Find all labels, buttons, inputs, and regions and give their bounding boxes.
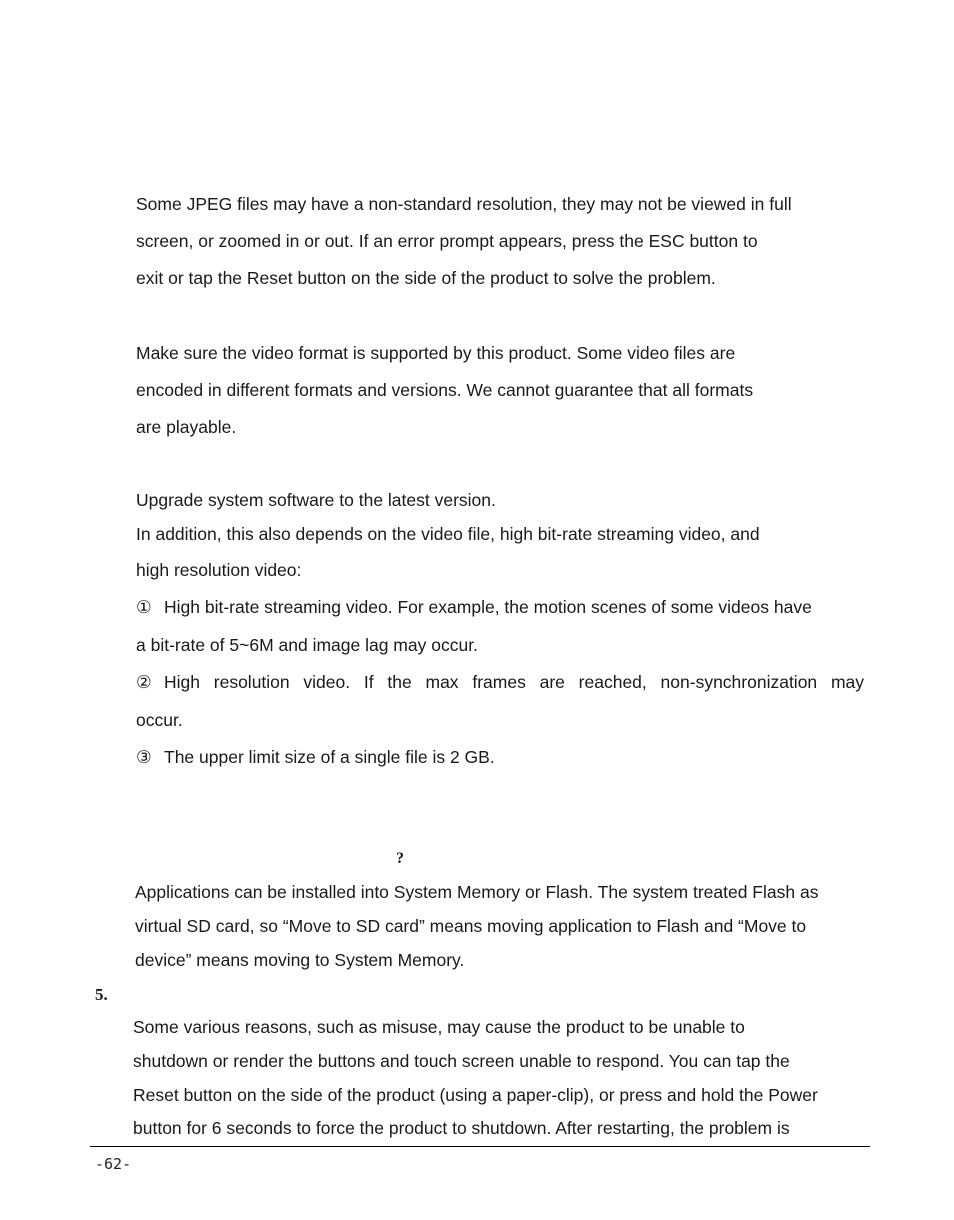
- list-item-1-continuation: a bit-rate of 5~6M and image lag may occur.: [136, 635, 478, 655]
- apps-paragraph-line-2: virtual SD card, so “Move to SD card” means moving application to Flash and “Move to: [135, 916, 807, 936]
- page-number: -62-: [95, 1155, 132, 1173]
- apps-paragraph-line-3: device” means moving to System Memory.: [135, 950, 465, 970]
- upgrade-paragraph-line-1: Upgrade system software to the latest version.: [136, 490, 496, 510]
- list-item-2: [136, 671, 864, 693]
- list-item-2-continuation: occur.: [136, 710, 183, 730]
- apps-heading-fragment: ?: [396, 850, 404, 867]
- list-item-1-text: High bit-rate streaming video. For example, the motion scenes of some videos have: [164, 597, 812, 617]
- jpeg-paragraph-line-3: exit or tap the Reset button on the side of the product to solve the problem.: [136, 268, 716, 288]
- jpeg-paragraph-line-2: screen, or zoomed in or out. If an error prompt appears, press the ESC button to: [136, 231, 758, 251]
- footer-rule: [90, 1146, 870, 1147]
- list-item-1: [136, 596, 864, 618]
- upgrade-paragraph-line-2: In addition, this also depends on the video file, high bit-rate streaming video, and: [136, 524, 760, 544]
- section-5-paragraph-line-2: shutdown or render the buttons and touch screen unable to respond. You can tap the: [133, 1051, 790, 1071]
- list-marker-2: ②: [136, 672, 152, 692]
- list-marker-1: ①: [136, 597, 152, 617]
- section-5-paragraph-line-1: Some various reasons, such as misuse, may cause the product to be unable to: [133, 1017, 745, 1037]
- video-format-paragraph-line-1: Make sure the video format is supported by this product. Some video files are: [136, 343, 736, 363]
- list-item-2-text: High resolution video. If the max frames are reached, non-synchronization may: [164, 672, 864, 692]
- section-5-paragraph-line-3: Reset button on the side of the product (using a paper-clip), or press and hold the Power: [133, 1085, 818, 1105]
- section-5-paragraph-line-4: button for 6 seconds to force the product to shutdown. After restarting, the problem is: [133, 1118, 790, 1138]
- upgrade-paragraph-line-3: high resolution video:: [136, 560, 302, 580]
- list-item-3-text: The upper limit size of a single file is 2 GB.: [164, 747, 495, 767]
- section-5-number: 5.: [95, 985, 108, 1004]
- jpeg-paragraph-line-1: Some JPEG files may have a non-standard resolution, they may not be viewed in full: [136, 194, 792, 214]
- video-format-paragraph-line-3: are playable.: [136, 417, 237, 437]
- list-marker-3: ③: [136, 747, 152, 767]
- list-item-3: [136, 746, 495, 768]
- video-format-paragraph-line-2: encoded in different formats and versions. We cannot guarantee that all formats: [136, 380, 754, 400]
- apps-paragraph-line-1: Applications can be installed into System Memory or Flash. The system treated Flash as: [135, 882, 819, 902]
